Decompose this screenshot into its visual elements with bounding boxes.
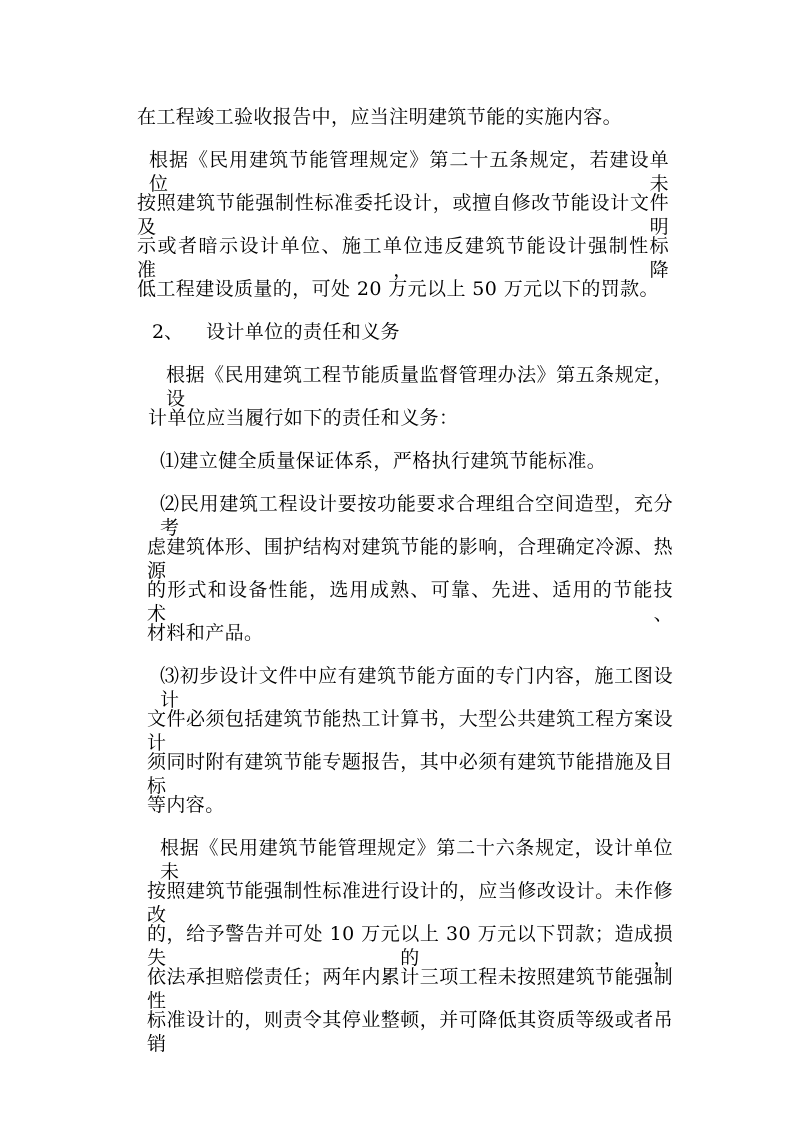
list-item-line: ⑶初步设计文件中应有建筑节能方面的专门内容，施工图设计 [160, 665, 673, 711]
paragraph-line: 在工程竣工验收报告中，应当注明建筑节能的实施内容。 [137, 106, 623, 128]
list-item-line: 须同时附有建筑节能专题报告，其中必须有建筑节能措施及目标 [147, 751, 673, 797]
paragraph-line: 根据《民用建筑工程节能质量监督管理办法》第五条规定，设 [166, 364, 673, 410]
paragraph-line: 按照建筑节能强制性标准进行设计的，应当修改设计。未作修改 [147, 880, 673, 926]
section-title: 设计单位的责任和义务 [206, 321, 401, 343]
paragraph-line: 按照建筑节能强制性标准委托设计，或擅自修改节能设计文件及明 [137, 192, 669, 238]
paragraph-line: 标准设计的，则责令其停业整顿，并可降低其资质等级或者吊销 [147, 1009, 673, 1055]
paragraph-line: 示或者暗示设计单位、施工单位违反建筑节能设计强制性标准，降 [137, 235, 669, 281]
paragraph-line: 计单位应当履行如下的责任和义务： [148, 407, 459, 429]
list-item-line: 虑建筑体形、围护结构对建筑节能的影响，合理确定冷源、热源 [147, 536, 673, 582]
list-item-line: 文件必须包括建筑节能热工计算书，大型公共建筑工程方案设计 [147, 708, 673, 754]
list-item-line: ⑵民用建筑工程设计要按功能要求合理组合空间造型，充分考 [160, 493, 673, 539]
paragraph-line: 根据《民用建筑节能管理规定》第二十五条规定，若建设单位未 [149, 149, 669, 195]
list-item-line: 等内容。 [147, 794, 225, 816]
paragraph-line: 低工程建设质量的，可处 20 万元以上 50 万元以下的罚款。 [137, 278, 659, 300]
paragraph-line: 根据《民用建筑节能管理规定》第二十六条规定，设计单位未 [160, 837, 673, 883]
section-number: 2、 [152, 321, 184, 343]
list-item-line: 材料和产品。 [147, 622, 264, 644]
paragraph-line: 依法承担赔偿责任；两年内累计三项工程未按照建筑节能强制性 [147, 966, 673, 1012]
paragraph-line: 的，给予警告并可处 10 万元以上 30 万元以下罚款；造成损失的， [147, 923, 673, 969]
list-item-line: ⑴建立健全质量保证体系，严格执行建筑节能标准。 [160, 450, 607, 472]
list-item-line: 的形式和设备性能，选用成熟、可靠、先进、适用的节能技术、 [147, 579, 673, 625]
